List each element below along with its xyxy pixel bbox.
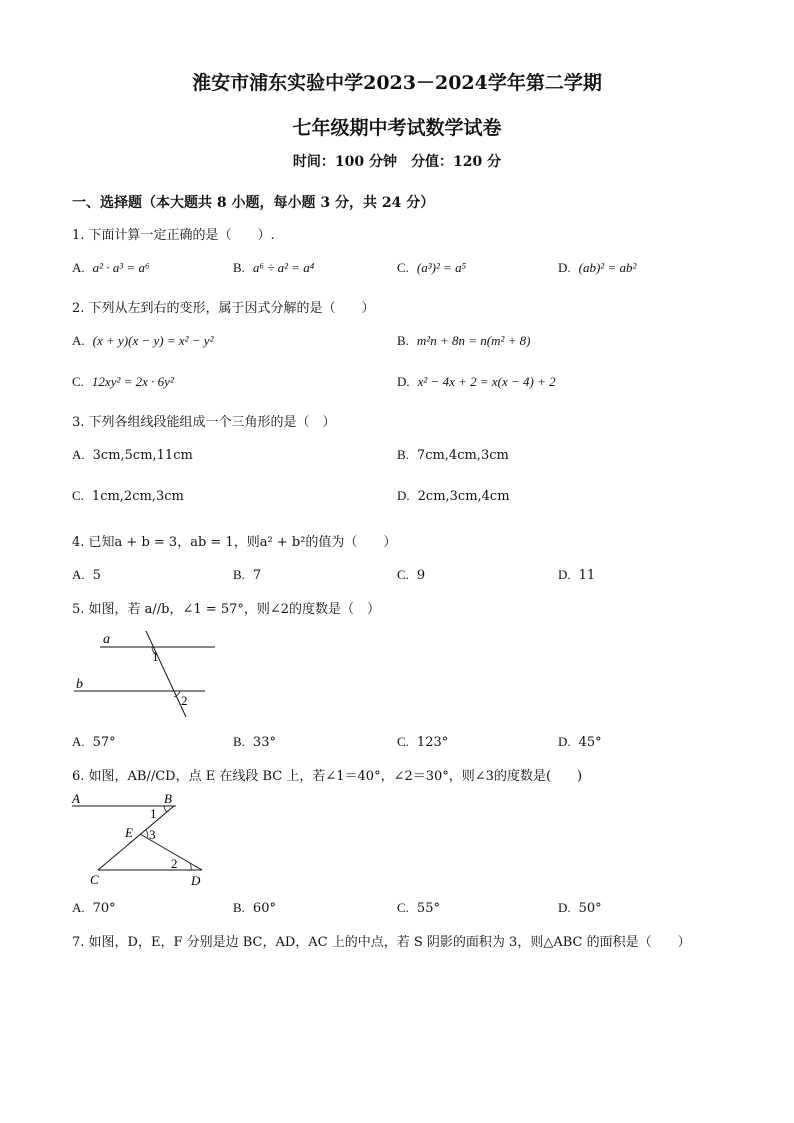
- label-C: C: [90, 872, 99, 887]
- q3-option-a: [72, 447, 193, 463]
- q1-option-b: [233, 260, 314, 276]
- option-label: C.: [397, 567, 409, 582]
- option-text: 1cm,2cm,3cm: [91, 489, 184, 504]
- option-text: x² − 4x + 2 = x(x − 4) + 2: [417, 374, 556, 389]
- option-label: D.: [558, 567, 571, 582]
- q2-option-d: [397, 374, 556, 390]
- label-b: b: [76, 677, 83, 692]
- label-A: A: [72, 791, 80, 806]
- option-label: A.: [72, 447, 85, 462]
- option-label: A.: [72, 567, 85, 582]
- option-label: A.: [72, 333, 85, 348]
- page-title: 淮安市浦东实验中学2023－2024学年第二学期: [192, 72, 602, 94]
- label-a: a: [103, 632, 110, 647]
- label-angle-1: 1: [150, 806, 157, 821]
- option-label: C.: [72, 488, 84, 503]
- option-label: B.: [397, 333, 409, 348]
- q5-option-d: [558, 734, 602, 750]
- option-label: D.: [558, 900, 571, 915]
- option-text: 55°: [416, 901, 440, 916]
- q3-option-d: [397, 488, 510, 504]
- label-angle-3: 3: [149, 827, 156, 842]
- option-text: 57°: [92, 735, 116, 750]
- q2-option-c: [72, 374, 174, 390]
- option-text: 60°: [252, 901, 276, 916]
- q3-option-b: [397, 447, 509, 463]
- option-text: (ab)² = ab²: [578, 260, 637, 275]
- q6-option-c: [397, 900, 440, 916]
- q6-option-b: [233, 900, 276, 916]
- q2-option-a: [72, 333, 213, 349]
- option-text: (x + y)(x − y) = x² − y²: [92, 333, 214, 348]
- option-text: 70°: [92, 901, 116, 916]
- question-1-stem: 1. 下面计算一定正确的是（ ）.: [72, 228, 275, 243]
- option-text: 3cm,5cm,11cm: [92, 448, 193, 463]
- option-text: 2cm,3cm,4cm: [417, 489, 510, 504]
- question-6-stem: 6. 如图，AB//CD，点 E 在线段 BC 上，若∠1＝40°，∠2＝30°，则∠3的度数是( ): [72, 769, 583, 784]
- option-text: 45°: [578, 735, 602, 750]
- q1-option-c: [397, 260, 466, 276]
- option-label: A.: [72, 734, 85, 749]
- option-text: 9: [416, 568, 426, 583]
- section-title: 一、选择题（本大题共 8 小题，每小题 3 分，共 24 分）: [72, 195, 435, 211]
- q3-option-c: [72, 488, 184, 504]
- option-text: 50°: [578, 901, 602, 916]
- option-label: D.: [558, 260, 571, 275]
- option-text: 123°: [416, 735, 449, 750]
- question-3-stem: 3. 下列各组线段能组成一个三角形的是（ ）: [72, 415, 336, 430]
- q4-option-a: [72, 567, 101, 583]
- option-label: C.: [397, 260, 409, 275]
- question-5-stem: 5. 如图，若 a//b，∠1 = 57°，则∠2的度数是（ ）: [72, 602, 381, 617]
- q1-option-a: [72, 260, 149, 276]
- option-label: B.: [233, 900, 245, 915]
- option-text: a⁶ ÷ a² = a⁴: [252, 260, 315, 275]
- label-angle-1: 1: [152, 649, 159, 664]
- parallel-lines-figure: [60, 625, 230, 725]
- option-text: 7cm,4cm,3cm: [416, 448, 509, 463]
- option-text: 11: [578, 568, 596, 583]
- label-B: B: [164, 791, 172, 806]
- q4-option-c: [397, 567, 425, 583]
- q5-option-c: [397, 734, 448, 750]
- option-label: C.: [72, 374, 84, 389]
- option-text: 5: [92, 568, 101, 583]
- segment-bc: [98, 806, 174, 870]
- label-D: D: [191, 873, 201, 888]
- option-text: 7: [252, 568, 262, 583]
- q2-option-b: [397, 333, 530, 349]
- option-label: A.: [72, 260, 85, 275]
- q5-option-a: [72, 734, 116, 750]
- label-angle-2: 2: [171, 856, 178, 871]
- option-label: D.: [397, 374, 410, 389]
- option-text: a² · a³ = a⁶: [92, 260, 150, 275]
- question-4-stem: 4. 已知a + b = 3，ab = 1，则a² + b²的值为（ ）: [72, 535, 397, 550]
- option-label: C.: [397, 734, 409, 749]
- option-text: 12xy² = 2x · 6y²: [91, 374, 174, 389]
- option-label: D.: [397, 488, 410, 503]
- q1-option-d: [558, 260, 636, 276]
- label-E: E: [125, 825, 133, 840]
- exam-meta: 时间：100 分钟 分值：120 分: [292, 154, 502, 170]
- option-label: B.: [397, 447, 409, 462]
- parallel-segments-figure: [60, 790, 220, 890]
- transversal-line: [146, 631, 186, 717]
- option-text: (a³)² = a⁵: [416, 260, 467, 275]
- q6-option-a: [72, 900, 116, 916]
- angle-1-arc: [164, 806, 167, 812]
- option-label: B.: [233, 567, 245, 582]
- option-label: D.: [558, 734, 571, 749]
- option-label: A.: [72, 900, 85, 915]
- option-text: m²n + 8n = n(m² + 8): [416, 333, 531, 348]
- question-7-stem: 7. 如图，D，E，F 分别是边 BC，AD，AC 上的中点，若 S 阴影的面积为 3，则△ABC 的面积是（ ）: [72, 935, 691, 950]
- q6-option-d: [558, 900, 602, 916]
- q4-option-d: [558, 567, 595, 583]
- label-angle-2: 2: [181, 693, 188, 708]
- option-label: B.: [233, 260, 245, 275]
- option-label: B.: [233, 734, 245, 749]
- q4-option-b: [233, 567, 261, 583]
- question-2-stem: 2. 下列从左到右的变形，属于因式分解的是（ ）: [72, 301, 375, 316]
- option-label: C.: [397, 900, 409, 915]
- option-text: 33°: [252, 735, 276, 750]
- angle-3-arc: [146, 830, 148, 838]
- page-subtitle: 七年级期中考试数学试卷: [292, 117, 502, 139]
- q5-option-b: [233, 734, 276, 750]
